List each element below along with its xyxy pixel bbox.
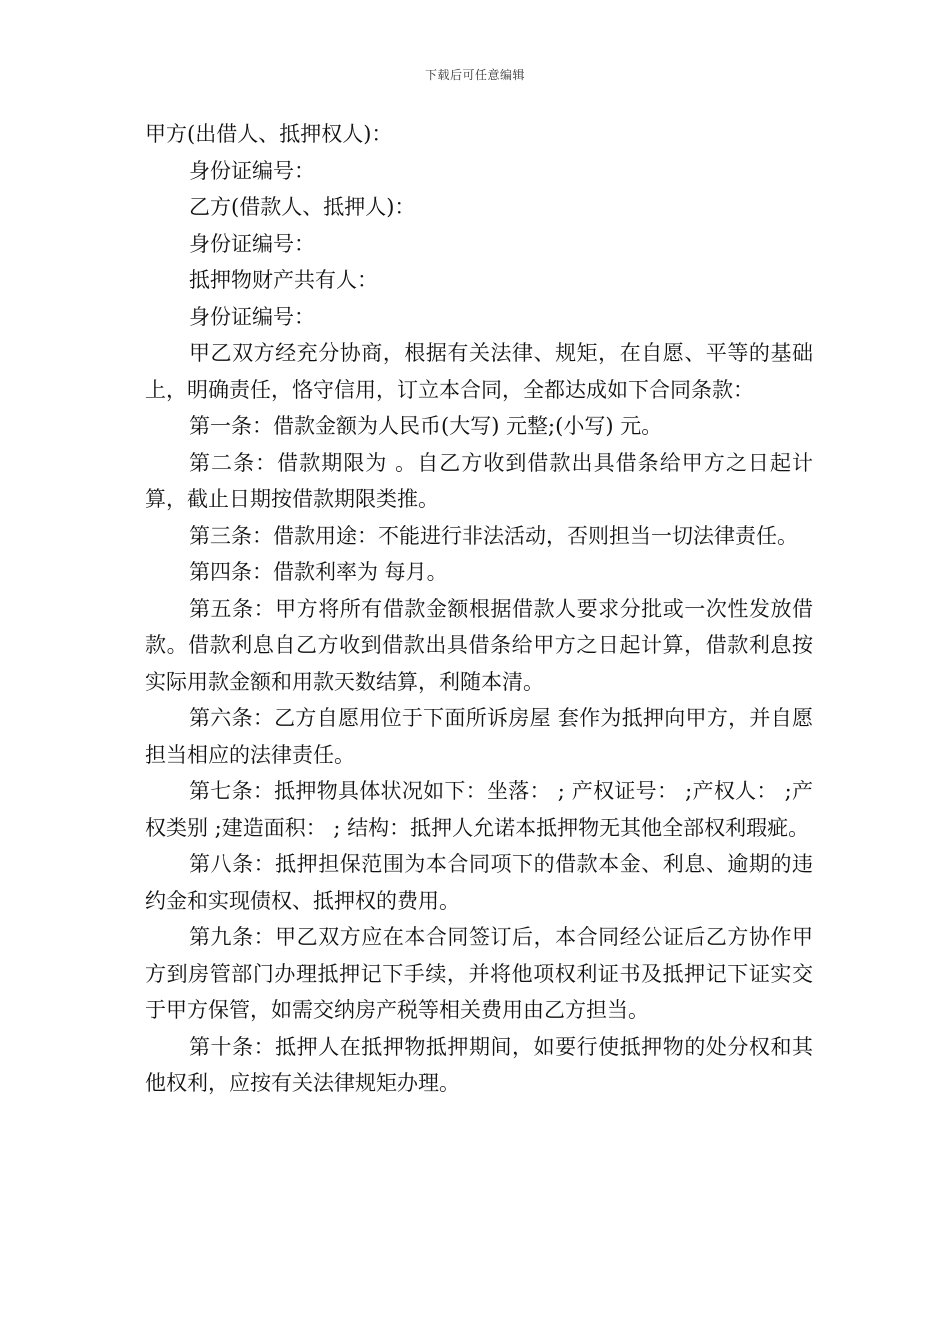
article-6: 第六条：乙方自愿用位于下面所诉房屋 套作为抵押向甲方，并自愿担当相应的法律责任。 [145,706,813,767]
article-4: 第四条：借款利率为 每月。 [189,560,448,584]
contract-body [145,116,813,1102]
article-8: 第八条：抵押担保范围为本合同项下的借款本金、利息、逾期的违约金和实现债权、抵押权的费用。 [145,852,813,913]
co-owner-line: 抵押物财产共有人： [189,268,378,292]
article-1: 第一条：借款金额为人民币(大写) 元整;(小写) 元。 [189,414,663,438]
party-b-line: 乙方(借款人、抵押人)： [189,195,416,219]
party-a-id-line: 身份证编号： [189,158,315,183]
preamble-paragraph: 甲乙双方经充分协商，根据有关法律、规矩，在自愿、平等的基础上，明确责任，恪守信用，订立本合同，全都达成如下合同条款： [145,341,813,402]
article-2: 第二条：借款期限为 。自乙方收到借款出具借条给甲方之日起计算，截止日期按借款期限类推。 [145,450,813,511]
header-note: 下载后可任意编辑 [424,68,525,82]
co-owner-id-line: 身份证编号： [189,304,315,329]
article-5: 第五条：甲方将所有借款金额根据借款人要求分批或一次性发放借款。借款利息自乙方收到借款出具借条给甲方之日起计算，借款利息按实际用款金额和用款天数结算，利随本清。 [145,596,813,694]
article-3: 第三条：借款用途：不能进行非法活动，否则担当一切法律责任。 [189,523,798,548]
article-9: 第九条：甲乙双方应在本合同签订后，本合同经公证后乙方协作甲方到房管部门办理抵押记下手续，并将他项权利证书及抵押记下证实交于甲方保管，如需交纳房产税等相关费用由乙方担当。 [145,925,813,1022]
party-b-id-line: 身份证编号： [189,231,315,256]
article-10: 第十条：抵押人在抵押物抵押期间，如要行使抵押物的处分权和其他权利，应按有关法律规矩办理。 [145,1034,813,1095]
article-7: 第七条：抵押物具体状况如下：坐落： ; 产权证号： ;产权人： ;产权类别 ;建造面积： ; 结构：抵押人允诺本抵押物无其他全部权利瑕疵。 [145,779,813,840]
party-a-line: 甲方(出借人、抵押权人)： [145,122,393,146]
